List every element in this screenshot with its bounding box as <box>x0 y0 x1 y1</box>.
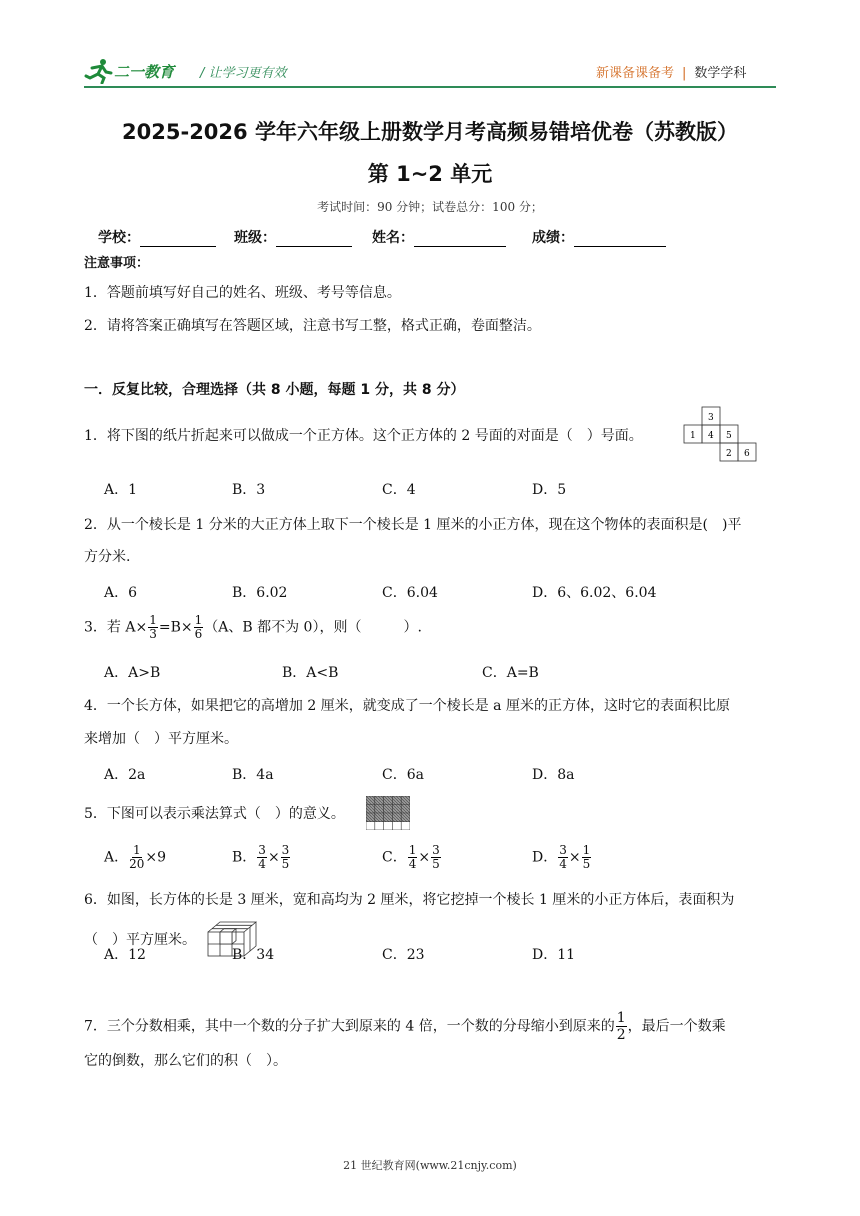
net-face-6: 6 <box>744 449 750 459</box>
score-blank[interactable] <box>574 234 666 247</box>
class-field[interactable] <box>234 227 352 247</box>
notice-item: 2．请将答案正确填写在答题区域，注意书写工整，格式正确，卷面整洁。 <box>84 318 541 334</box>
q6-option-c[interactable]: C．23 <box>382 947 425 963</box>
q2-option-a[interactable]: A．6 <box>104 585 138 601</box>
question-2-line2: 方分米. <box>84 549 131 565</box>
notice-heading: 注意事项： <box>84 256 150 271</box>
name-blank[interactable] <box>414 234 506 247</box>
class-label: 班级： <box>234 230 276 246</box>
q1-option-a[interactable]: A．1 <box>104 482 138 498</box>
runner-logo-icon <box>84 58 114 84</box>
q5-option-d[interactable]: D． $\frac{3}{4}$ × $\frac{1}{5}$ <box>532 843 591 871</box>
header-right <box>596 62 746 81</box>
exam-meta: 考试时间：90 分钟；试卷总分：100 分； <box>317 200 543 214</box>
school-field[interactable] <box>98 227 216 247</box>
logo <box>84 58 174 84</box>
net-face-2: 2 <box>726 449 732 459</box>
question-1: 1．将下图的纸片折起来可以做成一个正方体。这个正方体的 2 号面的对面是（ ）号面。 <box>84 428 643 444</box>
header-subject: 数学学科 <box>694 66 747 81</box>
q1-option-b[interactable]: B．3 <box>232 482 266 498</box>
q2-option-b[interactable]: B．6.02 <box>232 585 288 601</box>
q3-pre: 3．若 A× <box>84 619 148 636</box>
section-heading: 一．反复比较，合理选择（共 8 小题，每题 1 分，共 8 分） <box>84 382 465 398</box>
q7-frac: $\frac{1}{2}$ <box>616 1010 626 1043</box>
grid-figure <box>366 796 410 830</box>
q4-option-b[interactable]: B．4a <box>232 767 274 783</box>
notice-item: 1．答题前填写好自己的姓名、班级、考号等信息。 <box>84 285 401 301</box>
page-subtitle: 第 1~2 单元 <box>367 162 493 186</box>
question-4-line2: 来增加（ ）平方厘米。 <box>84 731 238 747</box>
q1-option-d[interactable]: D．5 <box>532 482 567 498</box>
net-face-1: 1 <box>690 431 696 441</box>
name-field[interactable] <box>372 227 506 247</box>
question-7-line1 <box>84 1010 726 1043</box>
q7-post: ，最后一个数乘 <box>627 1018 726 1035</box>
page-title: 2025-2026 学年六年级上册数学月考高频易错培优卷（苏教版） <box>122 120 738 144</box>
header-separator: | <box>682 66 687 81</box>
q6-option-d[interactable]: D．11 <box>532 947 576 963</box>
question-6-line2: （ ）平方厘米。 <box>84 932 196 948</box>
class-blank[interactable] <box>276 234 352 247</box>
q1-option-c[interactable]: C．4 <box>382 482 416 498</box>
q4-option-d[interactable]: D．8a <box>532 767 575 783</box>
q7-pre: 7．三个分数相乘，其中一个数的分子扩大到原来的 4 倍，一个数的分母缩小到原来的 <box>84 1018 615 1035</box>
school-blank[interactable] <box>140 234 216 247</box>
q2-option-d[interactable]: D．6、6.02、6.04 <box>532 585 657 601</box>
question-6-line1: 6．如图，长方体的长是 3 厘米，宽和高均为 2 厘米，将它挖掉一个棱长 1 厘米的小正方体后，表面积为 <box>84 892 735 908</box>
q4-option-a[interactable]: A．2a <box>104 767 146 783</box>
net-face-3: 3 <box>708 413 714 423</box>
logo-text: 二一教育 <box>114 62 175 81</box>
q3-mid: =B× <box>158 619 193 636</box>
q3-post: （A、B 都不为 0），则（ ）. <box>204 619 422 636</box>
page-footer: 21 世纪教育网(www.21cnjy.com) <box>343 1159 517 1172</box>
question-4-line1: 4．一个长方体，如果把它的高增加 2 厘米，就变成了一个棱长是 a 厘米的正方体，这时它的表面积比原 <box>84 698 730 714</box>
header-divider <box>84 86 776 88</box>
question-2-line1: 2．从一个棱长是 1 分米的大正方体上取下一个棱长是 1 厘米的小正方体，现在这个物体的表面积是( )平 <box>84 517 742 533</box>
q2-option-c[interactable]: C．6.04 <box>382 585 438 601</box>
q3-option-c[interactable]: C．A=B <box>482 665 539 681</box>
q3-option-a[interactable]: A．A>B <box>104 665 161 681</box>
header-tag: 新课备课备考 <box>596 66 675 81</box>
q5-option-c[interactable]: C． $\frac{1}{4}$ × $\frac{3}{5}$ <box>382 843 440 871</box>
slogan: / 让学习更有效 <box>200 66 287 81</box>
net-face-4: 4 <box>708 431 714 441</box>
question-5: 5．下图可以表示乘法算式（ ）的意义。 <box>84 806 345 822</box>
q3-frac-1: $\frac{1}{3}$ <box>149 613 157 641</box>
school-label: 学校： <box>98 230 140 246</box>
question-3 <box>84 614 422 641</box>
q4-option-c[interactable]: C．6a <box>382 767 424 783</box>
q6-option-a[interactable]: A．12 <box>104 947 146 963</box>
cube-net-figure <box>682 406 762 464</box>
q3-frac-2: $\frac{1}{6}$ <box>194 613 203 641</box>
q5-option-a[interactable]: A． $\frac{1}{20}$ ×9 <box>104 843 167 871</box>
q6-option-b[interactable]: B．34 <box>232 947 275 963</box>
name-label: 姓名： <box>372 230 414 246</box>
q5-option-b[interactable]: B． $\frac{3}{4}$ × $\frac{3}{5}$ <box>232 843 290 871</box>
score-field[interactable] <box>532 227 666 247</box>
net-face-5: 5 <box>726 431 732 441</box>
q3-option-b[interactable]: B．A<B <box>282 665 339 681</box>
score-label: 成绩： <box>532 230 574 246</box>
question-7-line2: 它的倒数，那么它们的积（ ）。 <box>84 1053 287 1069</box>
